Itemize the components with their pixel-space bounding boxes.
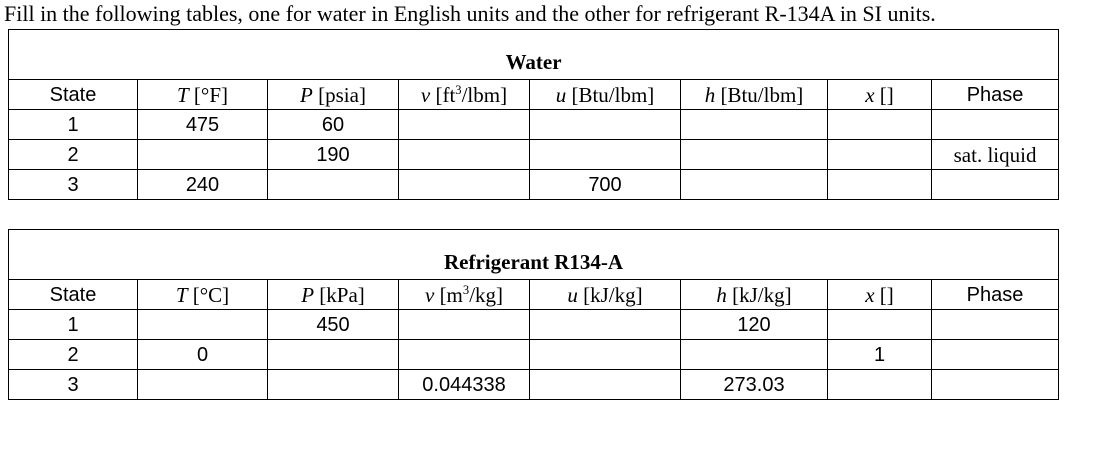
header-phase: Phase [932, 80, 1059, 110]
water-table-title: Water [9, 30, 1059, 80]
cell-pressure[interactable]: 450 [268, 310, 399, 340]
cell-enthalpy[interactable] [681, 340, 828, 370]
table-row [9, 170, 1059, 200]
cell-state: 2 [9, 340, 138, 370]
cell-internal-energy[interactable] [530, 340, 681, 370]
cell-pressure[interactable]: 60 [268, 110, 399, 140]
header-row [9, 80, 1059, 110]
cell-temperature[interactable]: 0 [138, 340, 268, 370]
cell-phase[interactable] [932, 170, 1059, 200]
cell-enthalpy[interactable]: 120 [681, 310, 828, 340]
cell-phase[interactable] [932, 340, 1059, 370]
cell-quality[interactable] [828, 370, 932, 400]
header-quality: x [] [828, 80, 932, 110]
table-row [9, 370, 1059, 400]
cell-pressure[interactable] [268, 370, 399, 400]
cell-specific-volume[interactable] [399, 340, 530, 370]
table-row [9, 140, 1059, 170]
refrigerant-table-title: Refrigerant R134-A [9, 230, 1059, 280]
cell-enthalpy[interactable] [681, 110, 828, 140]
header-internal-energy: u [kJ/kg] [530, 280, 681, 310]
header-pressure: P [psia] [268, 80, 399, 110]
header-row [9, 280, 1059, 310]
water-table [8, 29, 1059, 200]
cell-specific-volume[interactable]: 0.044338 [399, 370, 530, 400]
cell-internal-energy[interactable] [530, 140, 681, 170]
header-enthalpy: h [Btu/lbm] [681, 80, 828, 110]
cell-temperature[interactable]: 475 [138, 110, 268, 140]
cell-pressure[interactable] [268, 170, 399, 200]
cell-specific-volume[interactable] [399, 140, 530, 170]
header-state: State [9, 280, 138, 310]
header-temperature: T [°F] [138, 80, 268, 110]
cell-phase[interactable]: sat. liquid [932, 140, 1059, 170]
table-row [9, 340, 1059, 370]
cell-temperature[interactable]: 240 [138, 170, 268, 200]
header-enthalpy: h [kJ/kg] [681, 280, 828, 310]
header-phase: Phase [932, 280, 1059, 310]
cell-specific-volume[interactable] [399, 310, 530, 340]
cell-state: 1 [9, 310, 138, 340]
header-quality: x [] [828, 280, 932, 310]
cell-enthalpy[interactable]: 273.03 [681, 370, 828, 400]
refrigerant-table [8, 229, 1059, 400]
cell-quality[interactable]: 1 [828, 340, 932, 370]
cell-pressure[interactable]: 190 [268, 140, 399, 170]
cell-temperature[interactable] [138, 140, 268, 170]
header-specific-volume: v $[m^3/kg]$ [399, 280, 530, 310]
header-internal-energy: u [Btu/lbm] [530, 80, 681, 110]
cell-state: 3 [9, 170, 138, 200]
cell-quality[interactable] [828, 140, 932, 170]
table-title-row [9, 30, 1059, 80]
table-row [9, 110, 1059, 140]
cell-temperature[interactable] [138, 370, 268, 400]
cell-specific-volume[interactable] [399, 170, 530, 200]
cell-quality[interactable] [828, 310, 932, 340]
cell-internal-energy[interactable] [530, 310, 681, 340]
cell-internal-energy[interactable]: 700 [530, 170, 681, 200]
cell-internal-energy[interactable] [530, 370, 681, 400]
cell-quality[interactable] [828, 110, 932, 140]
header-pressure: P [kPa] [268, 280, 399, 310]
cell-phase[interactable] [932, 110, 1059, 140]
cell-pressure[interactable] [268, 340, 399, 370]
cell-enthalpy[interactable] [681, 140, 828, 170]
cell-quality[interactable] [828, 170, 932, 200]
cell-enthalpy[interactable] [681, 170, 828, 200]
cell-phase[interactable] [932, 370, 1059, 400]
cell-specific-volume[interactable] [399, 110, 530, 140]
header-specific-volume: v $[ft^3/lbm]$ [399, 80, 530, 110]
problem-statement: Fill in the following tables, one for water in English units and the other for refrigerant R-134A in SI units. [4, 1, 936, 26]
cell-state: 2 [9, 140, 138, 170]
cell-phase[interactable] [932, 310, 1059, 340]
cell-temperature[interactable] [138, 310, 268, 340]
cell-internal-energy[interactable] [530, 110, 681, 140]
header-temperature: T [°C] [138, 280, 268, 310]
table-title-row [9, 230, 1059, 280]
header-state: State [9, 80, 138, 110]
table-row [9, 310, 1059, 340]
cell-state: 1 [9, 110, 138, 140]
cell-state: 3 [9, 370, 138, 400]
